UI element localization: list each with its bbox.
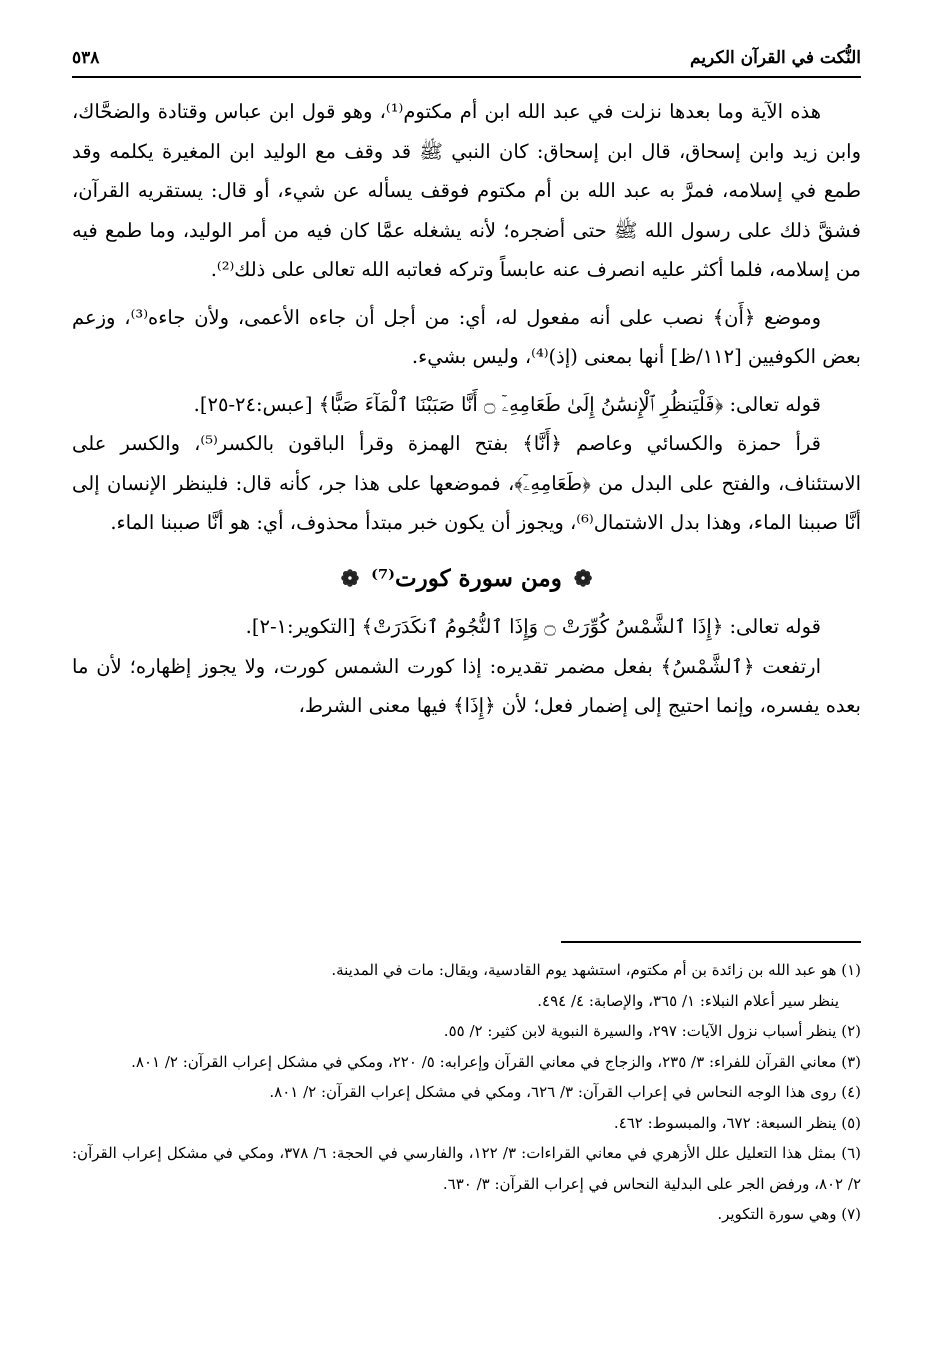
footnote-6: (٦) بمثل هذا التعليل علل الأزهري في معاني القراءات: ٣/ ١٢٢، والفارسي في الحجة: ٦/ ٣٧٨، ومكي في مشكل إعراب القرآن: ٢/ ٨٠٢، ورفض الجر على البدلية النحاس في إعراب القرآن: ٣/ ٦٣٠.	[72, 1144, 862, 1193]
main-text	[72, 92, 861, 734]
footnote-3: (٣) معاني القرآن للفراء: ٣/ ٢٣٥، والزجاج في معاني القرآن وإعرابه: ٥/ ٢٢٠، ومكي في مشكل إعراب القرآن: ٢/ ٨٠١.	[131, 1052, 861, 1071]
footnote-7: (٧) وهي سورة التكوير.	[717, 1205, 861, 1223]
paragraph-6: ارتفعت ﴿ٱلشَّمْسُ﴾ بفعل مضمر تقديره: إذا كورت الشمس كورت، ولا يجوز إظهاره؛ لأن ما بعده يفسره، وإنما احتيج إلى إضمار فعل؛ لأن ﴿إِذَا﴾ فيها معنى الشرط،	[72, 654, 861, 717]
footnote-1: (١) هو عبد الله بن زائدة بن أم مكتوم، استشهد يوم القادسية، ويقال: مات في المدينة.	[331, 961, 861, 979]
paragraph-1: هذه الآية وما بعدها نزلت في عبد الله ابن أم مكتوم⁽¹⁾، وهو قول ابن عباس وقتادة والضحَّاك، وابن زيد وابن إسحاق، قال ابن إسحاق: كان النبي ﷺ قد وقف مع الوليد ابن المغيرة يكلمه وقد طمع في إسلامه، فمرَّ به عبد الله بن أم مكتوم فوقف يسأله عن شيء، أو قال: يستقريه القرآن، فشقَّ ذلك على رسول الله ﷺ حتى أضجره؛ لأنه يشغله عمَّا كان فيه من أمر الوليد، وما طمع فيه من إسلامه، فلما أكثر عليه انصرف عنه عابساً وتركه فعاتبه الله تعالى على ذلك⁽²⁾.	[72, 100, 861, 281]
ornament-right-icon: ❁	[573, 565, 593, 592]
footnote-4: (٤) روى هذا الوجه النحاس في إعراب القرآن: ٣/ ٦٢٦، ومكي في مشكل إعراب القرآن: ٢/ ٨٠١.	[269, 1083, 861, 1101]
surah-heading	[72, 559, 861, 600]
surah-title: ومن سورة كورت⁽⁷⁾	[371, 564, 562, 592]
ornament-left-icon: ❁	[340, 565, 360, 592]
footnotes	[72, 955, 861, 1230]
page-number: ٥٣٨	[72, 48, 100, 68]
paragraph-3: قوله تعالى: ﴿فَلْيَنظُرِ ٱلْإِنسَٰنُ إِلَىٰ طَعَامِهِۦٓ ۝ أَنَّا صَبَبْنَا ٱلْمَآءَ صَبًّا﴾ [عبس:٢٤-٢٥].	[193, 392, 821, 416]
footnote-2: (٢) ينظر أسباب نزول الآيات: ٢٩٧، والسيرة النبوية لابن كثير: ٢/ ٥٥.	[443, 1022, 861, 1040]
footnote-divider	[561, 941, 861, 943]
footnote-1-continuation: ينظر سير أعلام النبلاء: ١/ ٣٦٥، والإصابة: ٤/ ٤٩٤.	[537, 991, 839, 1010]
paragraph-4: قرأ حمزة والكسائي وعاصم ﴿أَنَّا﴾ بفتح الهمزة وقرأ الباقون بالكسر⁽⁵⁾، والكسر على الاستئناف، والفتح على البدل من ﴿طَعَامِهِۦٓ﴾، فموضعها على هذا جر، كأنه قال: فلينظر الإنسان إلى أنَّا صببنا الماء، وهذا بدل الاشتمال⁽⁶⁾، ويجوز أن يكون خبر مبتدأ محذوف، أي: هو أنَّا صببنا الماء.	[72, 432, 861, 534]
footnote-5: (٥) ينظر السبعة: ٦٧٢، والمبسوط: ٤٦٢.	[613, 1113, 861, 1132]
page-header	[72, 38, 861, 78]
paragraph-2: وموضع ﴿أَن﴾ نصب على أنه مفعول له، أي: من أجل أن جاءه الأعمى، ولأن جاءه⁽³⁾، وزعم بعض الكوفيين [١١٢/ظ] أنها بمعنى (إذ)⁽⁴⁾، وليس بشيء.	[72, 305, 861, 368]
book-title: النُّكت في القرآن الكريم	[690, 48, 861, 68]
paragraph-5: قوله تعالى: ﴿إِذَا ٱلشَّمْسُ كُوِّرَتْ ۝ وَإِذَا ٱلنُّجُومُ ٱنكَدَرَتْ﴾ [التكوير:١-٢].	[245, 615, 821, 638]
